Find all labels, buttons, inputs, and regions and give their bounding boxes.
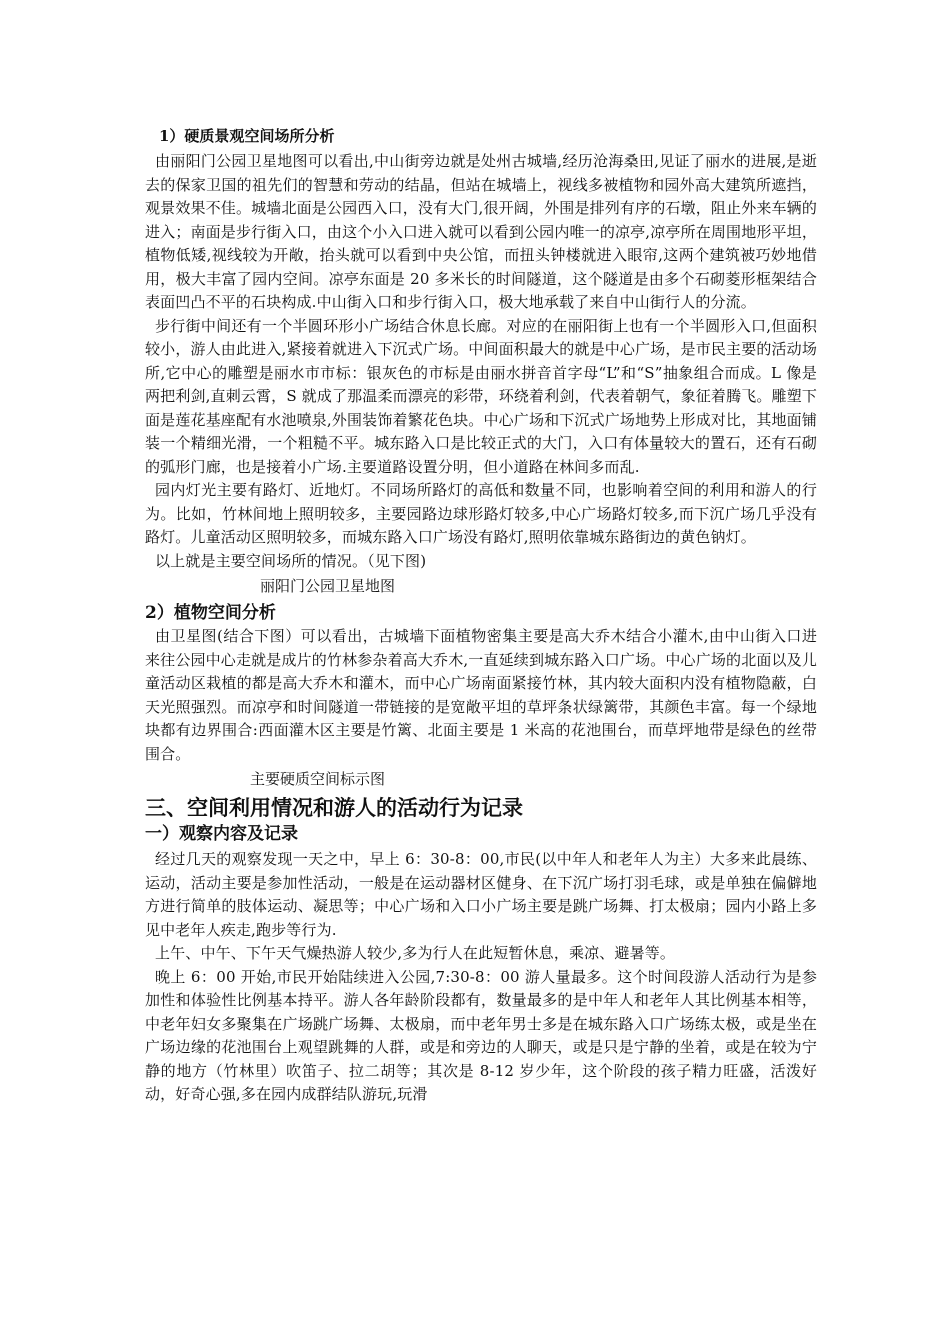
paragraph: 晚上 6：00 开始,市民开始陆续进入公园,7:30-8：00 游人量最多。这个时间段游人活动行为是参加性和体验性比例基本持平。游人各年龄阶段都有，数量最多的是中年人和老年人其比例基本相等，中老年妇女多聚集在广场跳广场舞、太极扇，而中老年男士多是在城东路入口广场练太极，或是坐在广场边缘的花池围台上观望跳舞的人群，或是和旁边的人聊天，或是只是宁静的坐着，或是在较为宁静的地方（竹林里）吹笛子、拉二胡等；其次是 8-12 岁少年，这个阶段的孩子精力旺盛，活泼好动，好奇心强,多在园内成群结队游玩,玩滑 bbox=[145, 967, 817, 1103]
document-body bbox=[145, 124, 817, 1107]
paragraph: 由丽阳门公园卫星地图可以看出,中山街旁边就是处州古城墙,经历沧海桑田,见证了丽水的进展,是逝去的保家卫国的祖先们的智慧和劳动的结晶，但站在城墙上，视线多被植物和园外高大建筑所遮挡，观景效果不佳。城墙北面是公园西入口，没有大门,很开阔，外围是排列有序的石墩，阻止外来车辆的进入；南面是步行街入口，由这个小入口进入就可以看到公园内唯一的凉亭,凉亭所在周围地形平坦，植物低矮,视线较为开敞，抬头就可以看到中央公馆，而扭头钟楼就进入眼帘,这两个建筑被巧妙地借用，极大丰富了园内空间。凉亭东面是 20 多米长的时间隧道，这个隧道是由多个石砌菱形框架结合表面凹凸不平的石块构成.中山街入口和步行街入口，极大地承载了来自中山街行人的分流。 bbox=[145, 152, 817, 311]
paragraph: 步行街中间还有一个半圆环形小广场结合休息长廊。对应的在丽阳街上也有一个半圆形入口,但面积较小，游人由此进入,紧接着就进入下沉式广场。中间面积最大的就是中心广场，是市民主要的活动场所,它中心的雕塑是丽水市市标：银灰色的市标是由丽水拼音首字母“L”和“S”抽象组合而成。L 像是两把利剑,直刺云霄，S 就成了那温柔而漂亮的彩带，环绕着利剑，代表着朝气，象征着腾飞。雕塑下面是莲花基座配有水池喷泉,外围装饰着繁花色块。中心广场和下沉式广场地势上形成对比，其地面铺装一个精细光滑，一个粗糙不平。城东路入口是比较正式的大门，入口有体量较大的置石，还有石砌的弧形门廊，也是接着小广场.主要道路设置分明，但小道路在林间多而乱. bbox=[145, 316, 817, 476]
section-heading-plant-space: 2）植物空间分析 bbox=[145, 603, 276, 623]
chapter-title: 三、空间利用情况和游人的活动行为记录 bbox=[145, 795, 523, 820]
section-heading-hard-landscape: 1）硬质景观空间场所分析 bbox=[159, 127, 335, 145]
figure-caption-satellite-map: 丽阳门公园卫星地图 bbox=[260, 577, 396, 595]
figure-caption-hard-space-map: 主要硬质空间标示图 bbox=[250, 770, 386, 788]
paragraph: 上午、中午、下午天气燥热游人较少,多为行人在此短暂休息，乘凉、避暑等。 bbox=[155, 944, 676, 962]
subsection-heading-observation: 一）观察内容及记录 bbox=[145, 824, 298, 844]
paragraph: 园内灯光主要有路灯、近地灯。不同场所路灯的高低和数量不同，也影响着空间的利用和游人的行为。比如，竹林间地上照明较多，主要园路边球形路灯较多,中心广场路灯较多,而下沉广场几乎没有路灯。儿童活动区照明较多，而城东路入口广场没有路灯,照明依靠城东路街边的黄色钠灯。 bbox=[145, 481, 817, 546]
paragraph: 以上就是主要空间场所的情况。（见下图) bbox=[155, 551, 427, 570]
paragraph: 经过几天的观察发现一天之中，早上 6：30-8：00,市民(以中年人和老年人为主）大多来此晨练、运动，活动主要是参加性活动，一般是在运动器材区健身、在下沉广场打羽毛球，或是单独在偏僻地方进行简单的肢体运动、凝思等；中心广场和入口小广场主要是跳广场舞、打太极扇；园内小路上多见中老年人疾走,跑步等行为. bbox=[145, 850, 817, 939]
paragraph: 由卫星图(结合下图）可以看出，古城墙下面植物密集主要是高大乔木结合小灌木,由中山街入口进来往公园中心走就是成片的竹林参杂着高大乔木,一直延续到城东路入口广场。中心广场的北面以及儿童活动区栽植的都是高大乔木和灌木，而中心广场南面紧接竹林，其内较大面积内没有植物隐蔽，白天光照强烈。而凉亭和时间隧道一带链接的是宽敞平坦的草坪条状绿篱带，其颜色丰富。每一个绿地块都有边界围合:西面灌木区主要是竹篱、北面主要是 1 米高的花池围台，而草坪地带是绿色的丝带围合。 bbox=[145, 627, 817, 763]
